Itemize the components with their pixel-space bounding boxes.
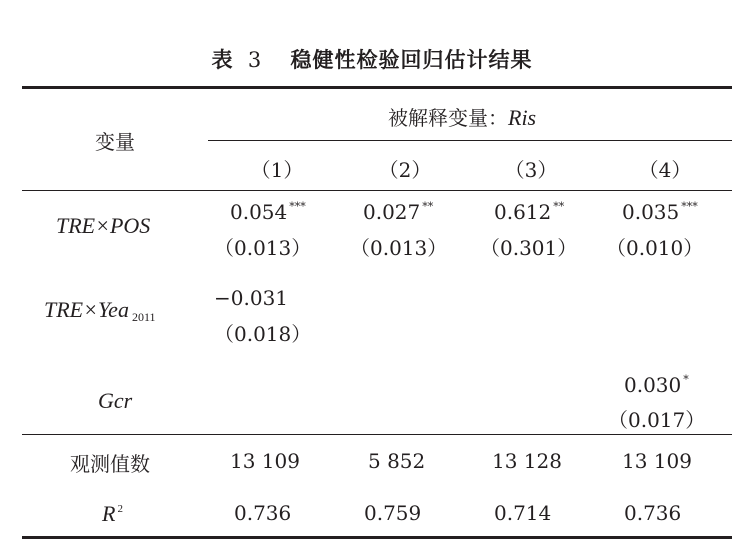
coef-cell: 0.030 *	[624, 373, 689, 397]
dependent-var: Ris	[508, 105, 537, 130]
r2-cell: 0.736	[624, 501, 682, 525]
header-sub-rule	[208, 140, 732, 141]
se-cell: （0.010）	[606, 236, 704, 260]
r2-cell: 0.759	[364, 501, 422, 525]
row-label-gcr: Gcr	[98, 388, 133, 413]
coef-cell: 0.054 ***	[230, 200, 306, 224]
r2-label: R $^2$	[102, 501, 123, 526]
obs-cell: 13 109	[230, 449, 300, 473]
column-header-4: （4）	[638, 158, 692, 182]
dependent-prefix: 被解释变量：	[388, 106, 508, 130]
table-title-label: 表	[211, 47, 234, 72]
obs-cell: 13 109	[622, 449, 692, 473]
se-cell: （0.013）	[214, 236, 312, 260]
se-cell: （0.301）	[480, 236, 578, 260]
variable-header: 变量	[95, 130, 135, 154]
r2-cell: 0.714	[494, 501, 552, 525]
column-header-1: （1）	[250, 158, 304, 182]
row-label-tre-pos: TRE×POS	[56, 213, 151, 238]
table-title-number: 3	[247, 48, 263, 72]
bottom-rule	[22, 536, 732, 539]
coef-cell: −0.031	[214, 286, 289, 310]
header-bottom-rule	[22, 190, 732, 191]
column-header-3: （3）	[504, 158, 558, 182]
obs-cell: 5 852	[368, 449, 426, 473]
body-bottom-rule	[22, 434, 732, 435]
r2-cell: 0.736	[234, 501, 292, 525]
se-cell: （0.018）	[214, 322, 312, 346]
table-title	[0, 44, 744, 74]
obs-label: 观测值数	[70, 452, 150, 476]
obs-cell: 13 128	[492, 449, 562, 473]
column-header-2: （2）	[378, 158, 432, 182]
se-cell: （0.017）	[608, 408, 706, 432]
se-cell: （0.013）	[350, 236, 448, 260]
dependent-variable-header	[388, 102, 536, 131]
coef-cell: 0.035 ***	[622, 200, 698, 224]
coef-cell: 0.612 **	[494, 200, 565, 224]
coef-cell: 0.027 **	[363, 200, 434, 224]
row-label-tre-yea: TRE×Yea $_{2011}$	[44, 297, 156, 324]
top-rule	[22, 86, 732, 89]
table-title-text: 稳健性检验回归估计结果	[290, 47, 533, 72]
